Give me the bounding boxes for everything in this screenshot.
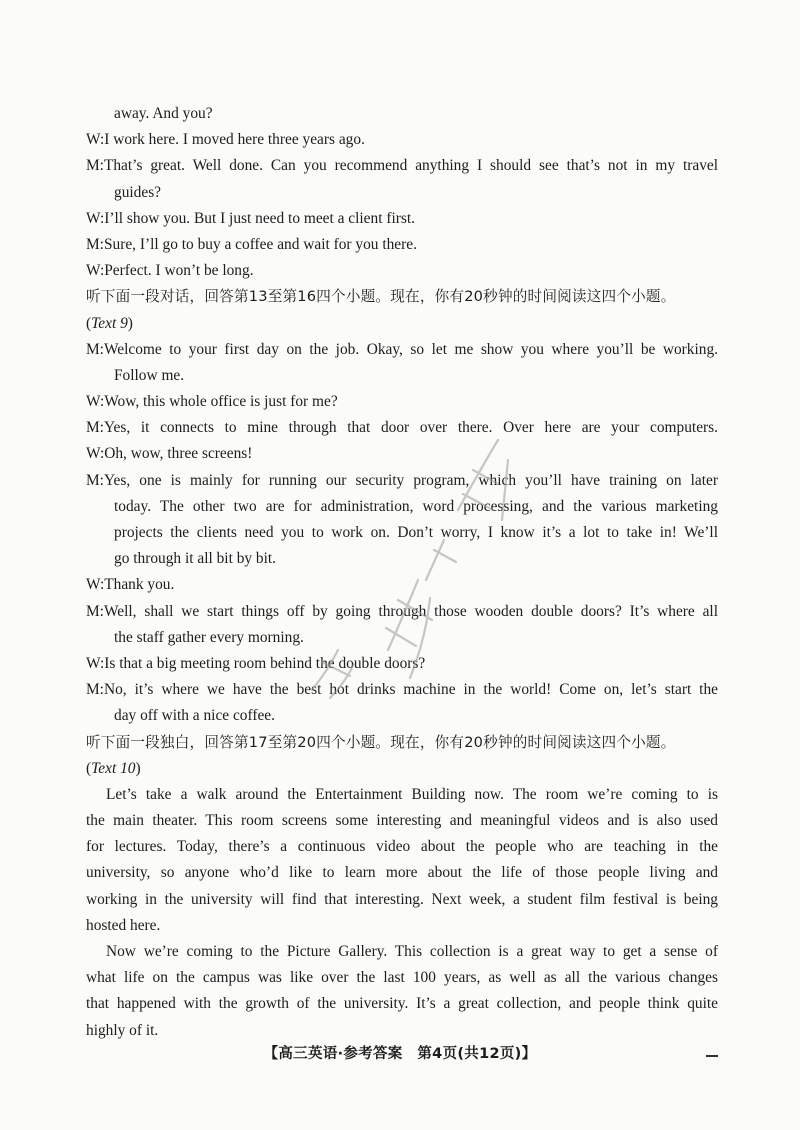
dialogue-line: M:Yes, it connects to mine through that door over there. Over here are your computers. (86, 419, 718, 437)
dialogue-line: away. And you? (114, 105, 213, 122)
text-label-title: Text 10 (91, 759, 136, 777)
dialogue-line: today. The other two are for administration, word processing, and the various marketing (114, 497, 718, 515)
dialogue-line: the staff gather every morning. (114, 628, 304, 646)
paragraph-line: the main theater. This room screens some interesting and meaningful videos and is also used (86, 812, 718, 830)
page-footer: 【高三英语·参考答案 第4页(共12页)】 (263, 1046, 537, 1062)
dialogue-line: M:That’s great. Well done. Can you recommend anything I should see that’s not in my travel (86, 157, 718, 175)
dialogue-line: W:Wow, this whole office is just for me? (86, 393, 338, 411)
text-label: (Text 9) (86, 314, 133, 332)
dialogue-line: day off with a nice coffee. (114, 707, 275, 725)
section-instruction: 听下面一段独白，回答第17至第20四个小题。现在，你有20秒钟的时间阅读这四个小题。 (86, 733, 676, 751)
text-label: (Text 10) (86, 759, 141, 777)
paragraph-line: what life on the campus was like over the last 100 years, as well as all the various changes (86, 969, 718, 987)
dialogue-line: W:Is that a big meeting room behind the double doors? (86, 654, 426, 672)
dialogue-line: projects the clients need you to work on. Don’t worry, I know it’s a lot to take in! We’ll (114, 524, 718, 541)
paragraph-line: working in the university will find that interesting. Next week, a student film festival is being (86, 890, 718, 908)
paragraph-line: hosted here. (86, 916, 161, 934)
paragraph-line: Let’s take a walk around the Entertainment Building now. The room we’re coming to is (106, 785, 718, 803)
section-instruction: 听下面一段对话，回答第13至第16四个小题。现在，你有20秒钟的时间阅读这四个小题。 (86, 288, 676, 306)
corner-mark (706, 1055, 718, 1057)
paragraph-line: university, so anyone who’d like to learn more about the life of those people living and (86, 864, 718, 882)
dialogue-line: M:Welcome to your first day on the job. Okay, so let me show you where you’ll be working. (86, 340, 718, 358)
dialogue-line: W:Oh, wow, three screens! (86, 445, 253, 463)
dialogue-line: W:Thank you. (86, 576, 175, 594)
transcript-body (86, 101, 718, 1044)
dialogue-line: M:Well, shall we start things off by going through those wooden double doors? It’s where all (86, 602, 718, 620)
dialogue-line: W:I’ll show you. But I just need to meet a client first. (86, 209, 415, 227)
dialogue-line: M:Yes, one is mainly for running our security program, which you’ll have training on later (86, 471, 718, 489)
dialogue-line: go through it all bit by bit. (114, 550, 277, 568)
dialogue-line: guides? (114, 183, 162, 201)
dialogue-line: Follow me. (114, 366, 185, 384)
paragraph-line: that happened with the growth of the university. It’s a great collection, and people think quite (86, 995, 718, 1013)
dialogue-line: M:Sure, I’ll go to buy a coffee and wait for you there. (86, 235, 417, 253)
dialogue-line: M:No, it’s where we have the best hot drinks machine in the world! Come on, let’s start the (86, 681, 718, 699)
dialogue-line: W:I work here. I moved here three years ago. (86, 131, 365, 149)
paragraph-line: for lectures. Today, there’s a continuous video about the people who are teaching in the (86, 838, 718, 856)
dialogue-line: W:Perfect. I won’t be long. (86, 262, 254, 280)
text-label-title: Text 9 (91, 314, 128, 332)
paragraph-line: Now we’re coming to the Picture Gallery. This collection is a great way to get a sense of (106, 943, 718, 960)
paragraph-line: highly of it. (86, 1021, 159, 1039)
